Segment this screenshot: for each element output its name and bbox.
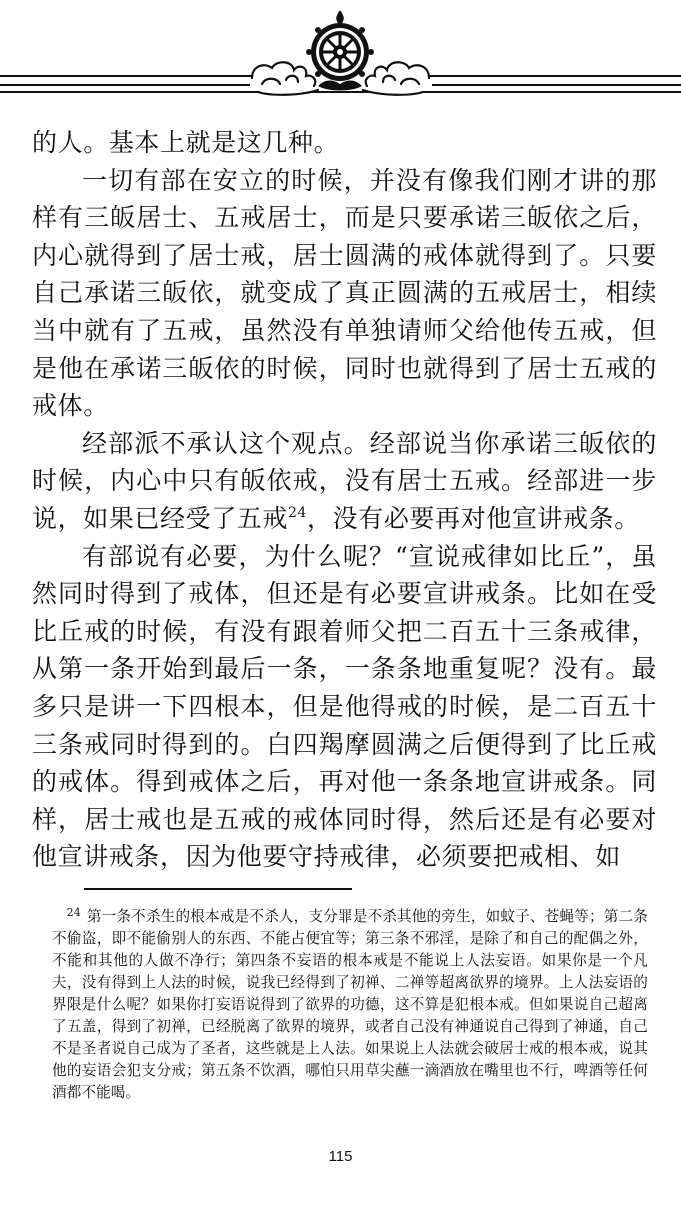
paragraph-3-before-ref: 经部派不承认这个观点。经部说当你承诺三皈依的时候，内心中只有皈依戒，没有居士五戒。经部进一步说，如果已经受了五戒: [32, 428, 657, 533]
dharma-wheel-icon: [306, 10, 374, 92]
paragraph-2: 一切有部在安立的时候，并没有像我们刚才讲的那样有三皈居士、五戒居士，而是只要承诺三皈依之后，内心就得到了居士戒，居士圆满的戒体就得到了。只要自己承诺三皈依，就变成了真正圆满的五戒居士，相续当中就有了五戒，虽然没有单独请师父给他传五戒，但是他在承诺三皈依的时候，同时也就得到了居士五戒的戒体。: [32, 165, 657, 421]
footnote-text: 第一条不杀生的根本戒是不杀人，支分罪是不杀其他的旁生，如蚊子、苍蝇等；第二条不偷盗，即不能偷别人的东西、不能占便宜等；第三条不邪淫，是除了和自己的配偶之外，不能和其他的人做不净行；第四条不妄语的根本戒是不能说上人法妄语。如果你是一个凡夫，没有得到上人法的时候，说我已经得到了初禅、二禅等超离欲界的境界。上人法妄语的界限是什么呢？如果你打妄语说得到了欲界的功德，这不算是犯根本戒。但如果说自己超离了五盖，得到了初禅，已经脱离了欲界的境界，或者自己没有神通说自己得到了神通，自己不是圣者说自己成为了圣者，这些就是上人法。如果说上人法就会破居士戒的根本戒，说其他的妄语会犯支分戒；第五条不饮酒，哪怕只用草尖蘸一滴酒放在嘴里也不行，啤酒等任何酒都不能喝。: [52, 908, 648, 1101]
paragraph-1: 的人。基本上就是这几种。: [32, 128, 340, 157]
footnote: [52, 906, 648, 1104]
page-header: [0, 0, 681, 112]
page-number: 115: [328, 1148, 353, 1165]
paragraph-4: 有部说有必要，为什么呢？“宣说戒律如比丘”，虽然同时得到了戒体，但还是有必要宣讲戒条。比如在受比丘戒的时候，有没有跟着师父把二百五十三条戒律，从第一条开始到最后一条，一条条地重复呢？没有。最多只是讲一下四根本，但是他得戒的时候，是二百五十三条戒同时得到的。白四羯摩圆满之后便得到了比丘戒的戒体。得到戒体之后，再对他一条条地宣讲戒条。同样，居士戒也是五戒的戒体同时得，然后还是有必要对他宣讲戒条，因为他要守持戒律，必须要把戒相、如: [32, 541, 657, 872]
footnote-number: 24: [66, 906, 81, 919]
main-text: [32, 124, 657, 876]
footnote-reference[interactable]: 24: [288, 504, 308, 521]
paragraph-3: [32, 425, 657, 538]
paragraph-3-after-ref: ，没有必要再对他宣讲戒条。: [307, 503, 640, 533]
cloud-scroll-icon: [252, 62, 318, 95]
header-ornament: [0, 0, 681, 112]
footnote-divider: [84, 888, 352, 890]
